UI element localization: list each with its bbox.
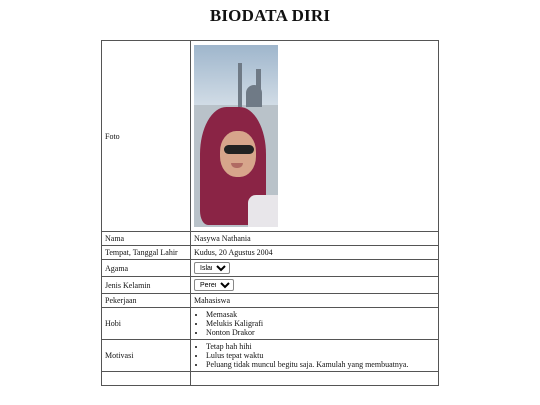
profile-photo — [194, 45, 278, 227]
table-row-nama — [102, 232, 439, 246]
list-item: • Tetap hah hihi — [206, 342, 435, 351]
sunglasses-shape — [224, 145, 254, 154]
jenis-kelamin-select[interactable] — [194, 279, 234, 291]
list-item: • Melukis Kaligrafi — [206, 319, 435, 328]
row-label-ttl: Tempat, Tanggal Lahir — [102, 246, 191, 260]
page-title: BIODATA DIRI — [209, 6, 331, 25]
row-label-foto: Foto — [102, 41, 191, 232]
agama-select[interactable] — [194, 262, 230, 274]
table-row-hobi — [102, 308, 439, 340]
hobi-list — [194, 310, 435, 337]
row-value-pekerjaan: Mahasiswa — [191, 294, 439, 308]
row-label-nama: Nama — [102, 232, 191, 246]
motivasi-list — [194, 342, 435, 369]
table-row-foto — [102, 41, 439, 232]
biodata-table — [101, 40, 439, 386]
row-label-jenis-kelamin: Jenis Kelamin — [102, 277, 191, 294]
row-value-nama: Nasywa Nathania — [191, 232, 439, 246]
row-value-ttl: Kudus, 20 Agustus 2004 — [191, 246, 439, 260]
table-row-agama — [102, 260, 439, 277]
table-row-jenis-kelamin — [102, 277, 439, 294]
photo-cell — [191, 41, 439, 232]
list-item: • Nonton Drakor — [206, 328, 435, 337]
table-row-motivasi — [102, 340, 439, 372]
table-row-pekerjaan — [102, 294, 439, 308]
row-label-hobi: Hobi — [102, 308, 191, 340]
table-row-ttl — [102, 246, 439, 260]
row-label-agama: Agama — [102, 260, 191, 277]
list-item: • Memasak — [206, 310, 435, 319]
face-shape — [220, 131, 256, 177]
row-label-pekerjaan: Pekerjaan — [102, 294, 191, 308]
list-item: • Peluang tidak muncul begitu saja. Kamulah yang membuatnya. — [206, 360, 435, 369]
list-item: • Lulus tepat waktu — [206, 351, 435, 360]
table-row-partial — [102, 372, 439, 386]
row-label-motivasi: Motivasi — [102, 340, 191, 372]
